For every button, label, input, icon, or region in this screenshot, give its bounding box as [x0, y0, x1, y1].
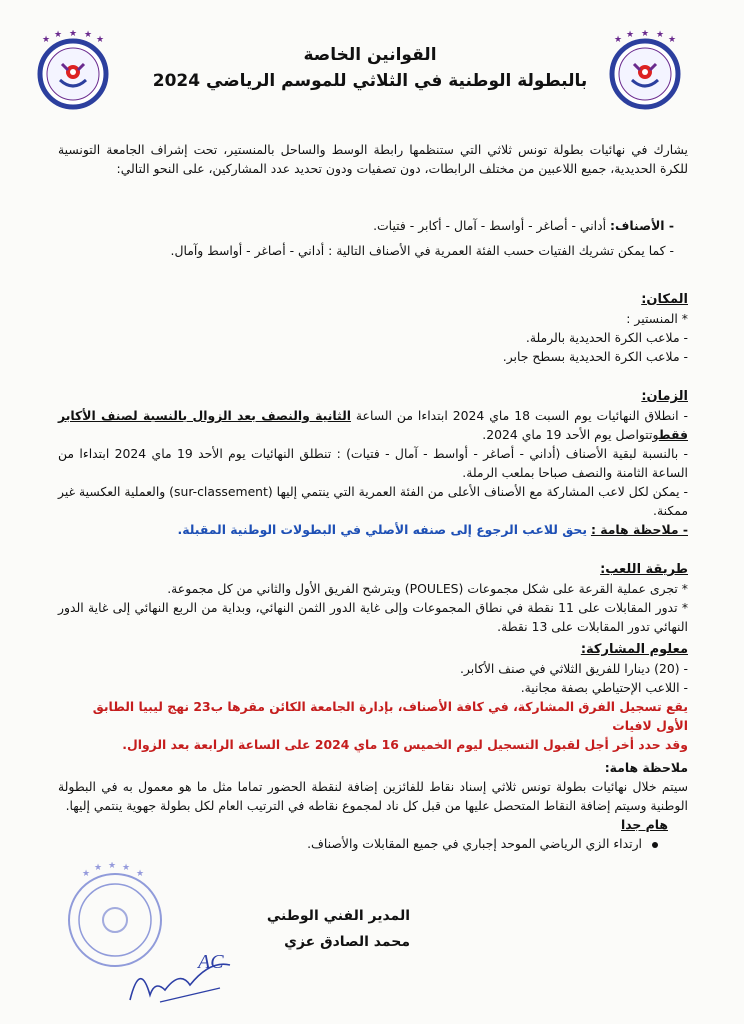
handwritten-signature: [120, 940, 240, 1010]
title-line-2: بالبطولة الوطنية في الثلاثي للموسم الرياضي 2024: [152, 71, 588, 91]
signature-role: المدير الفني الوطني: [266, 908, 410, 924]
categories-text: أداني - أصاغر - أواسط - آمال - أكابر - فتيات.: [373, 218, 611, 233]
svg-text:★: ★: [69, 30, 78, 39]
remark-heading: ملاحظة هامة:: [604, 760, 688, 775]
method-paragraph-2: * تدور المقابلات على 11 نقطة في نطاق المجموعات وإلى غاية الدور الثمن النهائي، وبداية من الربع النهائي إلى غاية الدور النهائي تدور المقابلات على 13 نقطة.: [58, 600, 689, 634]
place-heading: المكان:: [641, 292, 688, 307]
svg-text:AC: AC: [198, 951, 224, 973]
svg-text:★: ★: [54, 30, 63, 40]
intro-paragraph: يشارك في نهائيات بطولة تونس ثلاثي التي ستنظمها رابطة الوسط والساحل بالمنستير، تحت إشراف الجامعة التونسية للكرة الحديدية، جميع اللاعبين من مختلف الرابطات، دون تصفيات ودون تحديد عدد المشاركين، على النحو التالي:: [58, 142, 688, 176]
fee-section: [58, 640, 688, 754]
categories-label: - الأصناف:: [610, 218, 674, 233]
place-section: [58, 290, 688, 366]
time-p1-end: وتتواصل يوم الأحد 19 ماي 2024.: [482, 427, 659, 442]
bullet-icon: [652, 842, 658, 848]
svg-text:★: ★: [42, 35, 51, 45]
registration-note-2: وقد حدد أخر أجل لقبول التسجيل ليوم الخميس 16 ماي 2024 على الساعة الرابعة بعد الزوال.: [122, 737, 688, 752]
fee-item: - (20) دينارا للفريق الثلاثي في صنف الأكابر.: [459, 661, 688, 676]
time-paragraph-1: [58, 406, 688, 444]
time-p1-highlight: الثانية والنصف بعد الزوال بالنسبة لصنف الأكابر فقط: [58, 408, 688, 442]
categories-line: [54, 216, 674, 235]
method-section: [58, 560, 688, 636]
title-line-1: القوانين الخاصة: [303, 45, 437, 65]
svg-text:★: ★: [656, 30, 665, 40]
time-heading: الزمان:: [641, 389, 688, 404]
svg-text:★: ★: [122, 863, 131, 873]
time-note-label: - ملاحظة هامة :: [590, 522, 688, 537]
important-bullet: [58, 834, 658, 853]
signature-name: محمد الصادق عزي: [284, 934, 410, 950]
signature-block: [250, 903, 410, 955]
time-note-text: يحق للاعب الرجوع إلى صنفه الأصلي في البطولات الوطنية المقبلة.: [177, 522, 587, 537]
svg-text:★: ★: [626, 30, 635, 40]
place-item: - ملاعب الكرة الحديدية بالرملة.: [525, 330, 688, 345]
place-item: - ملاعب الكرة الحديدية بسطح جابر.: [502, 349, 688, 364]
svg-text:★: ★: [82, 869, 91, 879]
document-title: [120, 42, 620, 94]
time-paragraph-2: - بالنسبة لبقية الأصناف (أداني - أصاغر - أواسط - آمال - فتيات) : تنطلق النهائيات يوم الأحد 19 ماي 2024 ابتداءا من الساعة الثامنة والنصف صباحا بملعب الرملة.: [58, 446, 688, 480]
registration-note-1: يقع تسجيل الفرق المشاركة، في كافة الأصناف، بإدارة الجامعة الكائن مقرها ب23 نهج ليبيا الطابق الأول لافيات: [92, 699, 688, 733]
fee-item: - اللاعب الإحتياطي بصفة مجانية.: [520, 680, 688, 695]
svg-text:★: ★: [108, 862, 117, 871]
federation-logo-left: [32, 30, 114, 112]
method-paragraph-1: * تجرى عملية القرعة على شكل مجموعات (POULES) ويترشح الفريق الأول والثاني من كل مجموعة.: [167, 581, 688, 596]
svg-text:★: ★: [84, 30, 93, 40]
method-heading: طريقة اللعب:: [600, 562, 688, 577]
svg-text:★: ★: [614, 35, 623, 45]
svg-text:★: ★: [136, 869, 145, 879]
fee-heading: معلوم المشاركة:: [580, 642, 688, 657]
time-p1-start: - انطلاق النهائيات يوم السبت 18 ماي 2024 ابتداءا من الساعة: [350, 408, 688, 423]
place-city: * المنستير :: [626, 311, 688, 326]
important-bullet-text: ارتداء الزي الرياضي الموحد إجباري في جميع المقابلات والأصناف.: [307, 836, 642, 851]
time-paragraph-3: - يمكن لكل لاعب المشاركة مع الأصناف الأعلى من الفئة العمرية التي ينتمي إليها (sur-classement) والعملية العكسية غير ممكنة.: [58, 484, 688, 518]
svg-text:★: ★: [668, 35, 677, 45]
remark-text: سيتم خلال نهائيات بطولة تونس ثلاثي إسناد نقاط للفائزين إضافة لنقطة الحضور تماما مثل ما هو معمول به في البطولة الوطنية وسيتم إضافة النقاط المتحصل عليها من قبل كل ناد لمجموع نقاطه في الترتيب العام لكل بطولة جهوية ينتمي إليها.: [58, 779, 688, 813]
svg-text:★: ★: [641, 30, 650, 39]
time-section: [58, 387, 688, 539]
important-label: هام جدا: [621, 817, 668, 832]
remark-section: [58, 758, 688, 853]
svg-text:★: ★: [96, 35, 105, 45]
svg-text:★: ★: [94, 863, 103, 873]
categories-note: - كما يمكن تشريك الفتيات حسب الفئة العمرية في الأصناف التالية : أداني - أصاغر - أواسط وآمال.: [170, 243, 674, 258]
time-note: [58, 520, 688, 539]
